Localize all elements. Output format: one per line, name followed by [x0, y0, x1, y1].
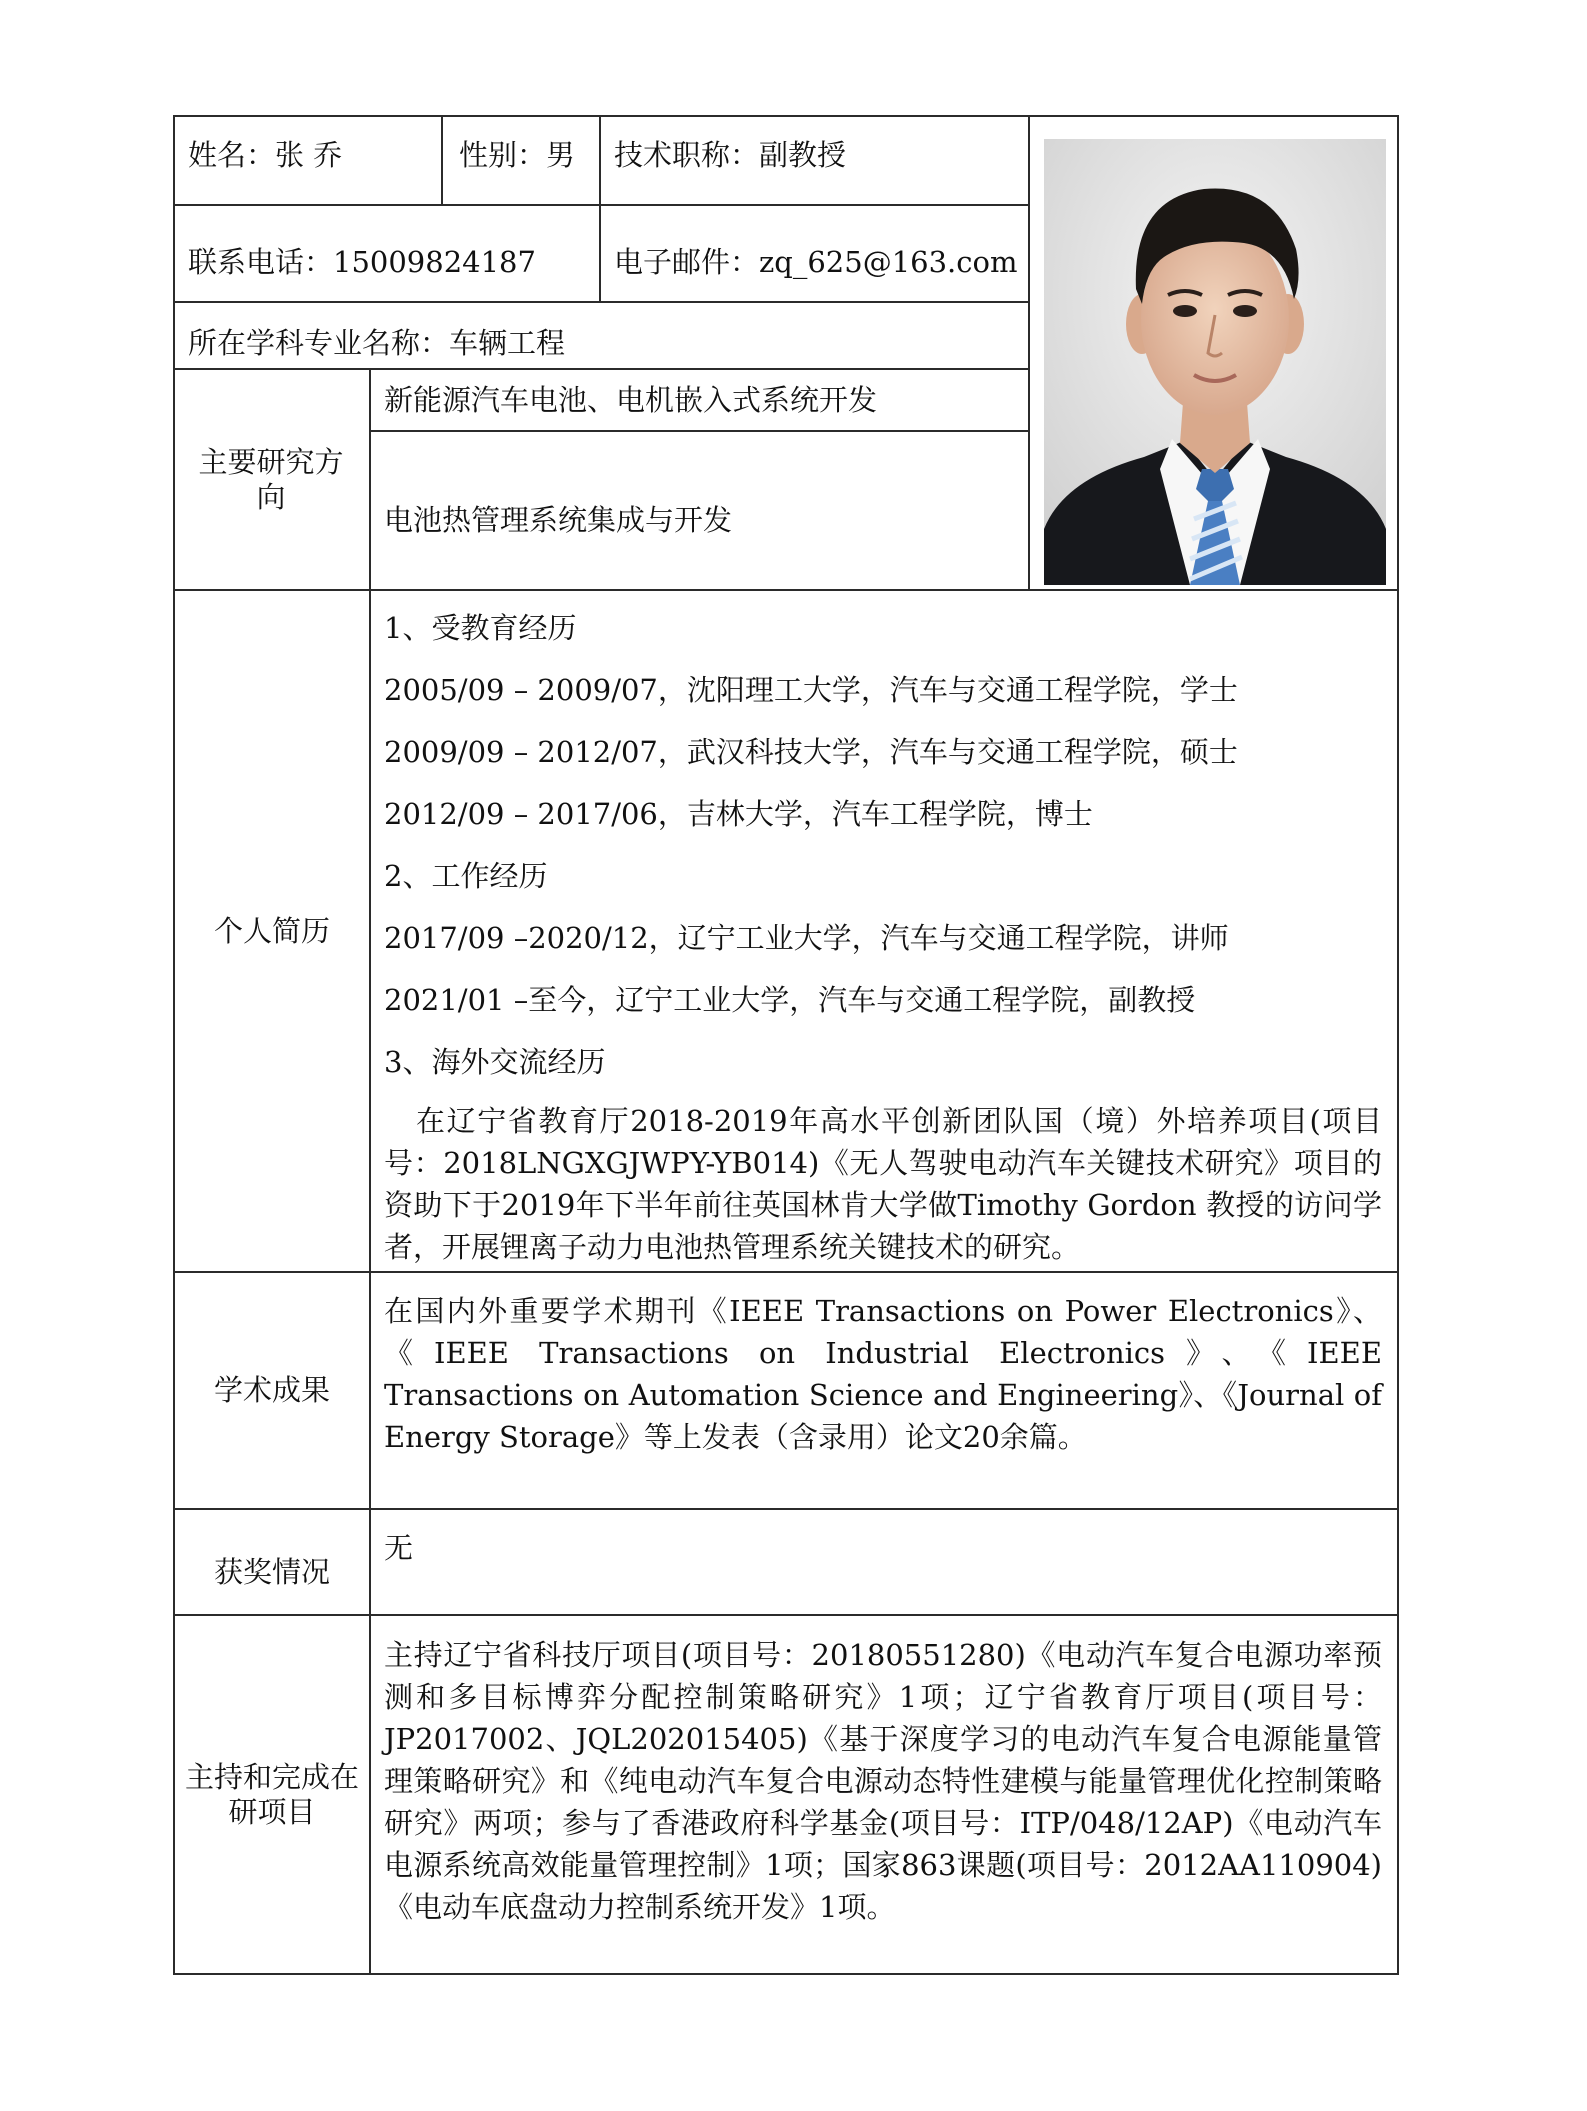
overseas-text: 在辽宁省教育厅2018-2019年高水平创新团队国（境）外培养项目(项目号：2018LNGXGJWPY-YB014)《无人驾驶电动汽车关键技术研究》项目的资助下于2019年下半年前往英国林肯大学做Timothy Gordon 教授的访问学者，开展锂离子动力电池热管理系统关键技术的研究。: [384, 1104, 1382, 1264]
academic-label: 学术成果: [213, 1373, 330, 1408]
table-border-bottom: [173, 1973, 1399, 1975]
portrait-photo-graphic: [1044, 139, 1386, 585]
overseas-heading: 3、海外交流经历: [384, 1045, 606, 1079]
name-field: 姓名：张 乔: [188, 138, 343, 172]
resume-label: 个人简历: [213, 913, 330, 948]
row-divider: [173, 301, 1029, 303]
row-divider: [369, 430, 1029, 432]
row-divider: [173, 204, 1029, 206]
awards-label: 获奖情况: [213, 1554, 330, 1589]
table-border-top: [173, 115, 1399, 117]
email-field: 电子邮件：zq_625@163.com: [614, 245, 1018, 279]
work-entry: 2021/01 –至今，辽宁工业大学，汽车与交通工程学院，副教授: [384, 983, 1196, 1017]
table-border-right: [1397, 115, 1399, 1975]
discipline-field: 所在学科专业名称：车辆工程: [188, 326, 566, 360]
column-divider: [369, 368, 371, 1975]
academic-text: 在国内外重要学术期刊《IEEE Transactions on Power Electronics》、《IEEE Transactions on Industrial Electronics》、《IEEE Transactions on Automation Science and Engineering》、《Journal of Energy Storage》等上发表（含录用）论文20余篇。: [384, 1294, 1382, 1454]
work-heading: 2、工作经历: [384, 859, 548, 893]
gender-field: 性别：男: [459, 138, 576, 172]
phone-field: 联系电话：15009824187: [188, 245, 536, 279]
column-divider: [441, 115, 443, 205]
title-field: 技术职称：副教授: [614, 138, 847, 172]
row-divider: [173, 1508, 1399, 1510]
education-heading: 1、受教育经历: [384, 611, 577, 645]
research-item: 新能源汽车电池、电机嵌入式系统开发: [384, 383, 878, 417]
column-divider: [599, 115, 601, 303]
projects-text: 主持辽宁省科技厅项目(项目号：20180551280)《电动汽车复合电源功率预测和多目标博弈分配控制策略研究》1项；辽宁省教育厅项目(项目号：JP2017002、JQL202015405)《基于深度学习的电动汽车复合电源能量管理策略研究》和《纯电动汽车复合电源动态特性建模与能量管理优化控制策略研究》两项；参与了香港政府科学基金(项目号：ITP/048/12AP)《电动汽车电源系统高效能量管理控制》1项；国家863课题(项目号：2012AA110904)《电动车底盘动力控制系统开发》1项。: [384, 1638, 1382, 1924]
projects-label: 主持和完成在研项目: [185, 1759, 360, 1829]
portrait-photo: [1044, 139, 1386, 585]
work-entry: 2017/09 –2020/12，辽宁工业大学，汽车与交通工程学院，讲师: [384, 921, 1229, 955]
education-entry: 2012/09 – 2017/06，吉林大学，汽车工程学院，博士: [384, 797, 1093, 831]
awards-text: 无: [384, 1531, 414, 1565]
education-entry: 2009/09 – 2012/07，武汉科技大学，汽车与交通工程学院，硕士: [384, 735, 1238, 769]
education-entry: 2005/09 – 2009/07，沈阳理工大学，汽车与交通工程学院，学士: [384, 673, 1238, 707]
research-label: 主要研究方向: [198, 444, 344, 514]
column-divider: [1028, 115, 1030, 591]
research-item: 电池热管理系统集成与开发: [384, 503, 733, 537]
